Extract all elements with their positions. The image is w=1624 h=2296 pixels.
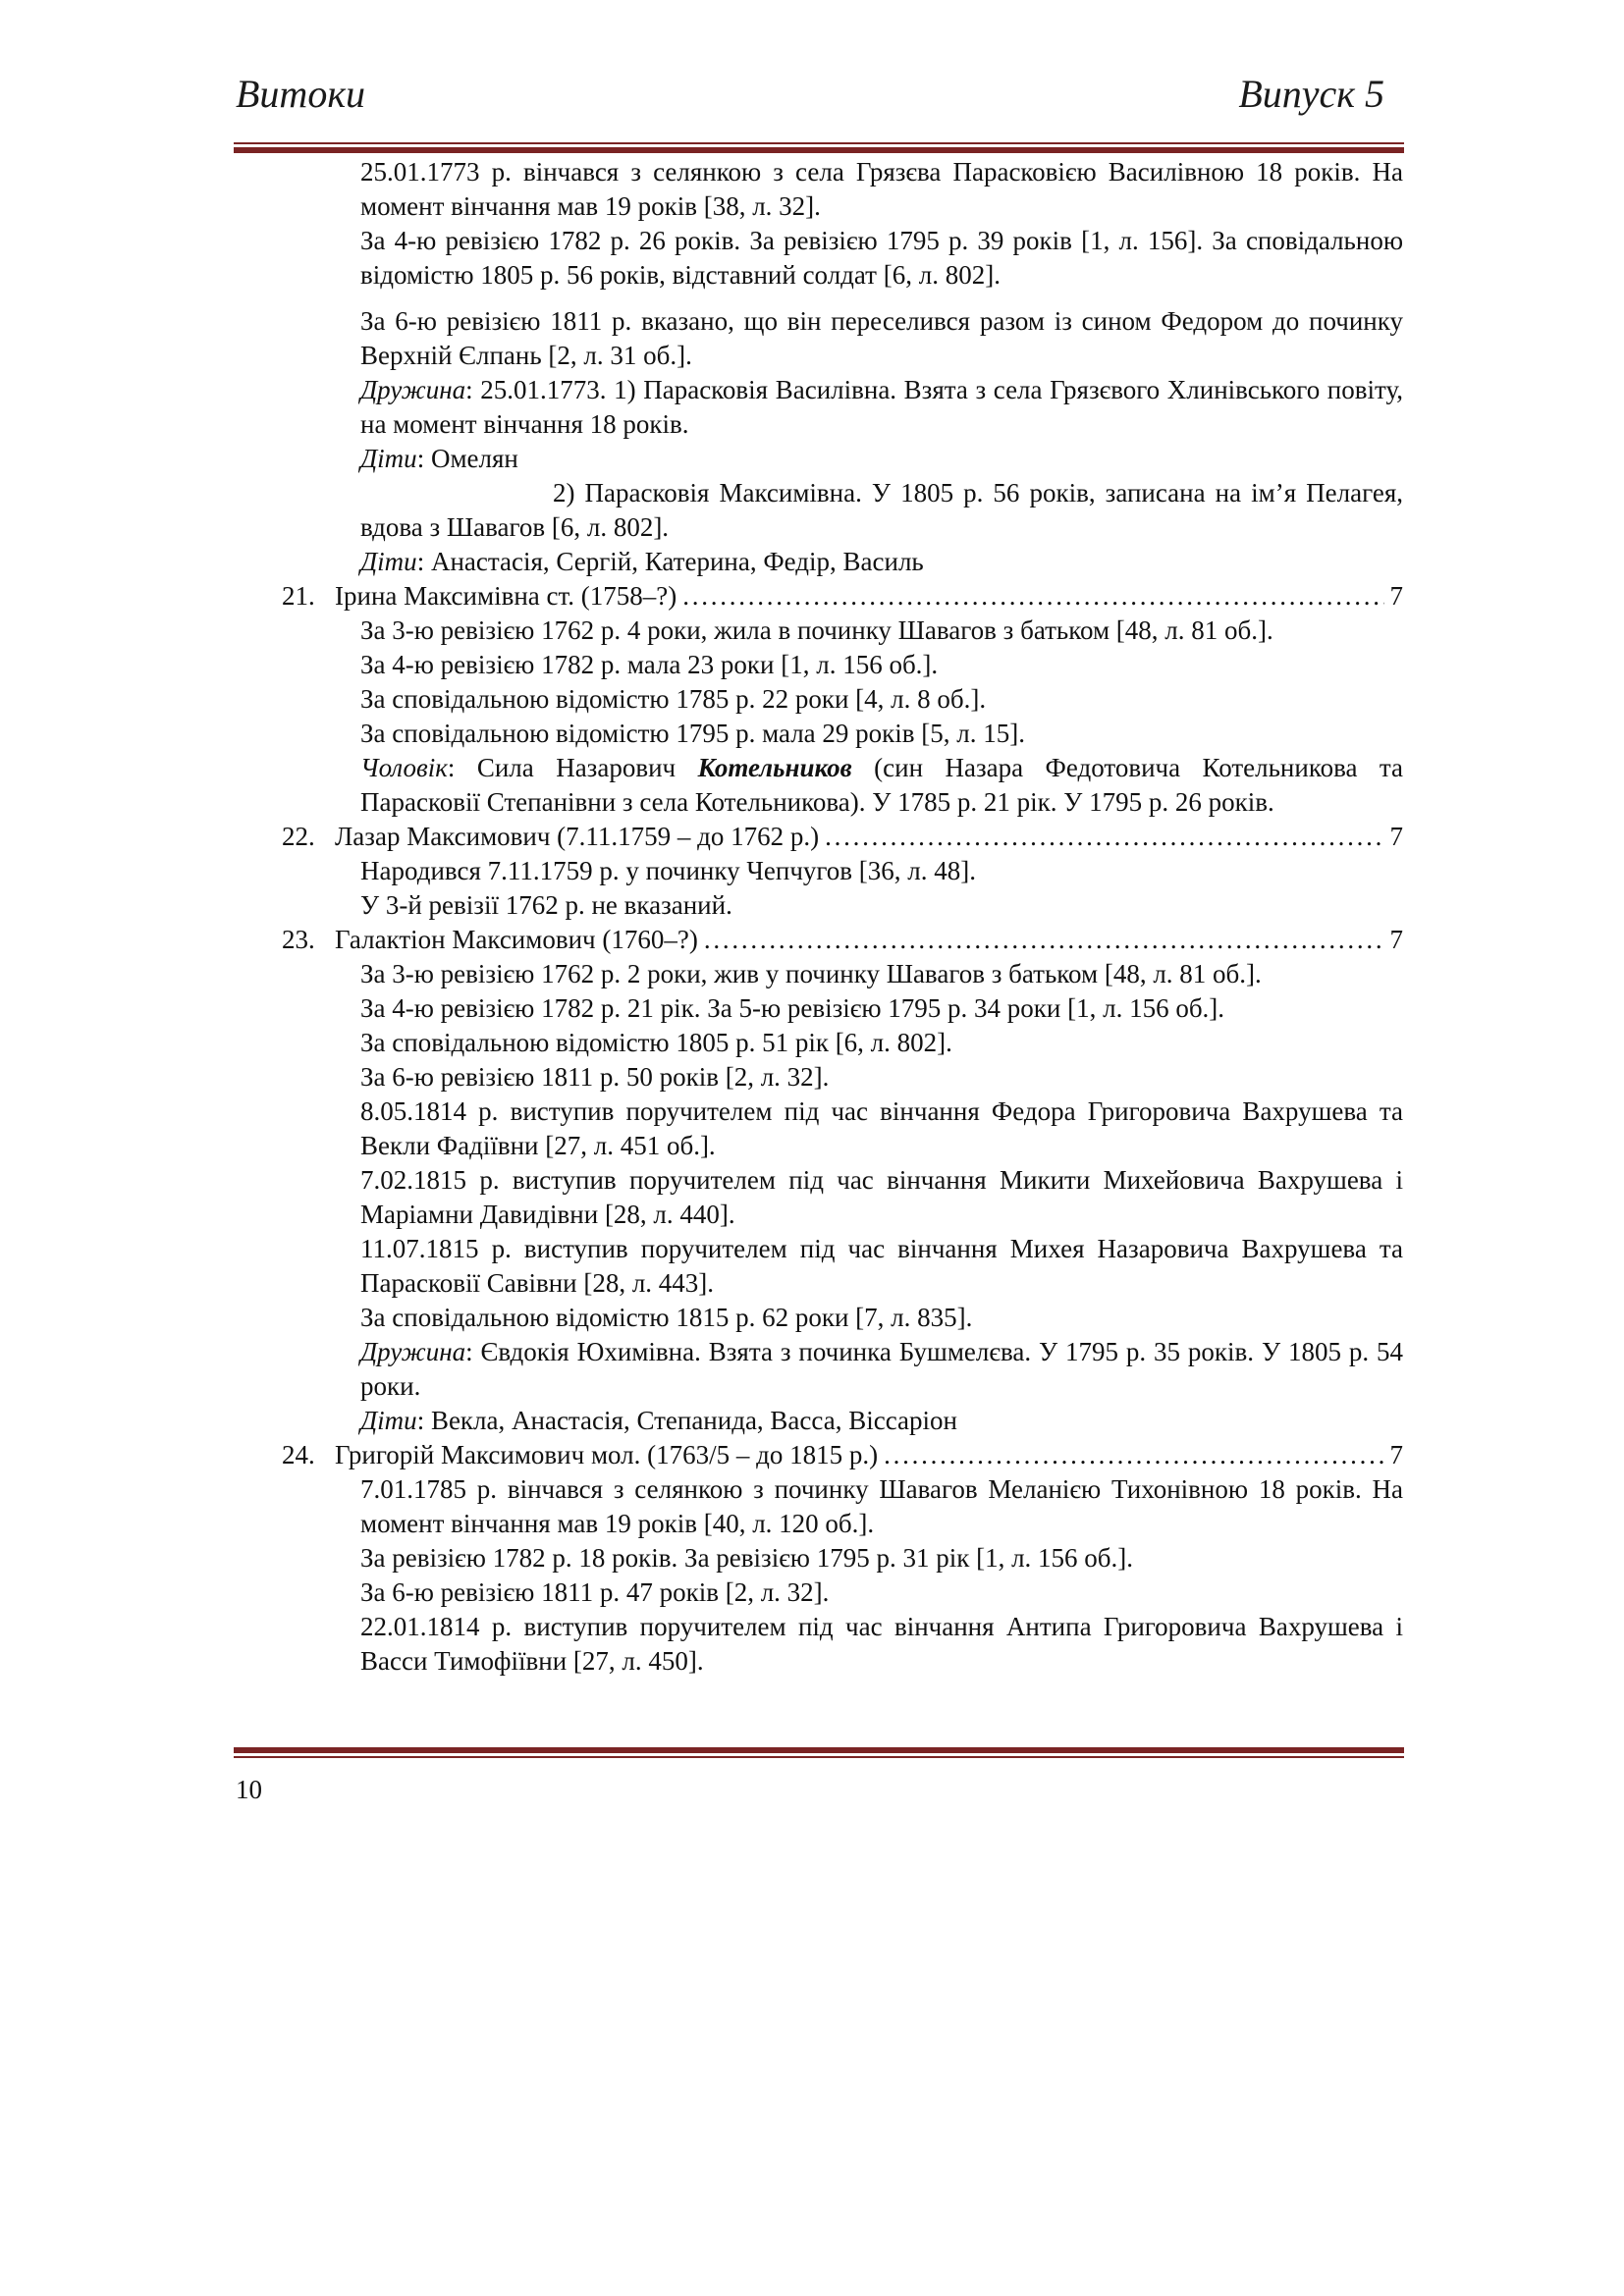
footer-rule	[234, 1747, 1404, 1758]
husband-label: Чоловік	[360, 753, 448, 782]
wife-label: Дружина	[360, 1337, 466, 1366]
entry-name: Лазар Максимович (7.11.1759 – до 1762 р.)	[335, 822, 820, 851]
dot-leader	[884, 1438, 1383, 1472]
entry-title	[282, 923, 1403, 957]
entry-number: 23.	[282, 925, 315, 954]
text-line: За 4-ю ревізією 1782 р. мала 23 роки [1, л. 156 об.].	[360, 650, 939, 679]
text-line: За 3-ю ревізією 1762 р. 2 роки, жив у починку Шавагов з батьком [48, л. 81 об.].	[360, 959, 1262, 988]
dot-leader	[682, 579, 1383, 614]
wife-label: Дружина	[360, 375, 466, 404]
generation-number: 7	[1389, 1440, 1403, 1469]
text-line: 25.01.1773 р. вінчався з селянкою з села Грязєва Парасковією Василівною 18 років. На момент вінчання мав 19 років [38, л. 32].	[360, 157, 1403, 221]
entry-24	[282, 1438, 1403, 1679]
text-line: За ревізією 1782 р. 18 років. За ревізією 1795 р. 31 рік [1, л. 156 об.].	[360, 1543, 1134, 1573]
wife-line	[360, 373, 1403, 442]
text-line: За сповідальною відомістю 1785 р. 22 роки [4, л. 8 об.].	[360, 684, 987, 714]
entry-title	[282, 1438, 1403, 1472]
text-line: У 3-й ревізії 1762 р. не вказаний.	[360, 890, 732, 920]
text-line: 11.07.1815 р. виступив поручителем під час вінчання Михея Назаровича Вахрушева та Парасковії Савівни [28, л. 443].	[360, 1234, 1403, 1298]
text-line: 22.01.1814 р. виступив поручителем під час вінчання Антипа Григоровича Вахрушева і Васси Тимофіївни [27, л. 450].	[360, 1612, 1403, 1676]
running-header-issue: Випуск 5	[1238, 72, 1384, 116]
husband-surname: Котельников	[697, 753, 852, 782]
children-line	[360, 442, 1403, 476]
dot-leader	[704, 923, 1384, 957]
page-number: 10	[236, 1775, 262, 1804]
text-line: За сповідальною відомістю 1815 р. 62 роки [7, л. 835].	[360, 1303, 973, 1332]
children-line	[360, 545, 1403, 579]
children-label: Діти	[360, 444, 417, 473]
entry-title	[282, 579, 1403, 614]
text-line: 7.01.1785 р. вінчався з селянкою з починку Шавагов Меланією Тихонівною 18 років. На момент вінчання мав 19 років [40, л. 120 об.].	[360, 1474, 1403, 1538]
entry-title	[282, 820, 1403, 854]
text-line: За 4-ю ревізією 1782 р. 26 років. За ревізією 1795 р. 39 років [1, л. 156]. За сповідальною відомістю 1805 р. 56 років, відставний солдат [6, л. 802].	[360, 226, 1403, 290]
wife-line	[360, 1335, 1403, 1404]
header-rule	[234, 142, 1404, 153]
generation-number: 7	[1389, 822, 1403, 851]
text-line: За 6-ю ревізією 1811 р. 50 років [2, л. 32].	[360, 1062, 830, 1092]
generation-number: 7	[1389, 925, 1403, 954]
entry-22	[282, 820, 1403, 923]
wife-text: : 25.01.1773. 1) Парасковія Василівна. Взята з села Грязєвого Хлинівського повіту, на момент вінчання 18 років.	[360, 375, 1403, 439]
entry-name: Ірина Максимівна ст. (1758–?)	[335, 581, 677, 611]
husband-line	[360, 751, 1403, 820]
entry-number: 24.	[282, 1440, 315, 1469]
children-text: : Анастасія, Сергій, Катерина, Федір, Василь	[416, 547, 924, 576]
entry-number: 22.	[282, 822, 315, 851]
children-text: : Омелян	[416, 444, 518, 473]
text-line: За сповідальною відомістю 1795 р. мала 29 років [5, л. 15].	[360, 719, 1025, 748]
text-line: 8.05.1814 р. виступив поручителем під час вінчання Федора Григоровича Вахрушева та Векли Фадіївни [27, л. 451 об.].	[360, 1096, 1403, 1160]
wife-text: : Євдокія Юхимівна. Взята з починка Бушмелєва. У 1795 р. 35 років. У 1805 р. 54 роки.	[360, 1337, 1403, 1401]
husband-text: : Сила Назарович	[447, 753, 698, 782]
continued-entry	[282, 155, 1403, 579]
entry-name: Галактіон Максимович (1760–?)	[335, 925, 698, 954]
second-wife-line: 2) Парасковія Максимівна. У 1805 р. 56 років, записана на ім’я Пелагея, вдова з Шавагов [6, л. 802].	[360, 478, 1403, 542]
entry-name: Григорій Максимович мол. (1763/5 – до 1815 р.)	[335, 1440, 879, 1469]
page-body	[282, 155, 1403, 1679]
husband-details: (син Назара Федотовича Котельникова та Парасковії Степанівни з села Котельникова). У 1785 р. 21 рік. У 1795 р. 26 років.	[360, 753, 1404, 817]
text-line: За сповідальною відомістю 1805 р. 51 рік [6, л. 802].	[360, 1028, 952, 1057]
generation-number: 7	[1389, 581, 1403, 611]
children-label: Діти	[360, 1406, 417, 1435]
running-header-title: Витоки	[236, 72, 366, 116]
entry-23	[282, 923, 1403, 1438]
entry-number: 21.	[282, 581, 315, 611]
children-label: Діти	[360, 547, 417, 576]
text-line: За 3-ю ревізією 1762 р. 4 роки, жила в починку Шавагов з батьком [48, л. 81 об.].	[360, 615, 1273, 645]
entry-21	[282, 579, 1403, 820]
text-line: За 6-ю ревізією 1811 р. 47 років [2, л. 32].	[360, 1577, 830, 1607]
dot-leader	[825, 820, 1383, 854]
text-line: 7.02.1815 р. виступив поручителем під час вінчання Микити Михейовича Вахрушева і Маріамни Давидівни [28, л. 440].	[360, 1165, 1403, 1229]
text-line: За 4-ю ревізією 1782 р. 21 рік. За 5-ю ревізією 1795 р. 34 роки [1, л. 156 об.].	[360, 993, 1225, 1023]
text-line: За 6-ю ревізією 1811 р. вказано, що він переселився разом із сином Федором до починку Верхній Єлпань [2, л. 31 об.].	[360, 306, 1403, 370]
children-text: : Векла, Анастасія, Степанида, Васса, Віссаріон	[416, 1406, 957, 1435]
children-line	[360, 1404, 1403, 1438]
text-line: Народився 7.11.1759 р. у починку Чепчугов [36, л. 48].	[360, 856, 977, 885]
